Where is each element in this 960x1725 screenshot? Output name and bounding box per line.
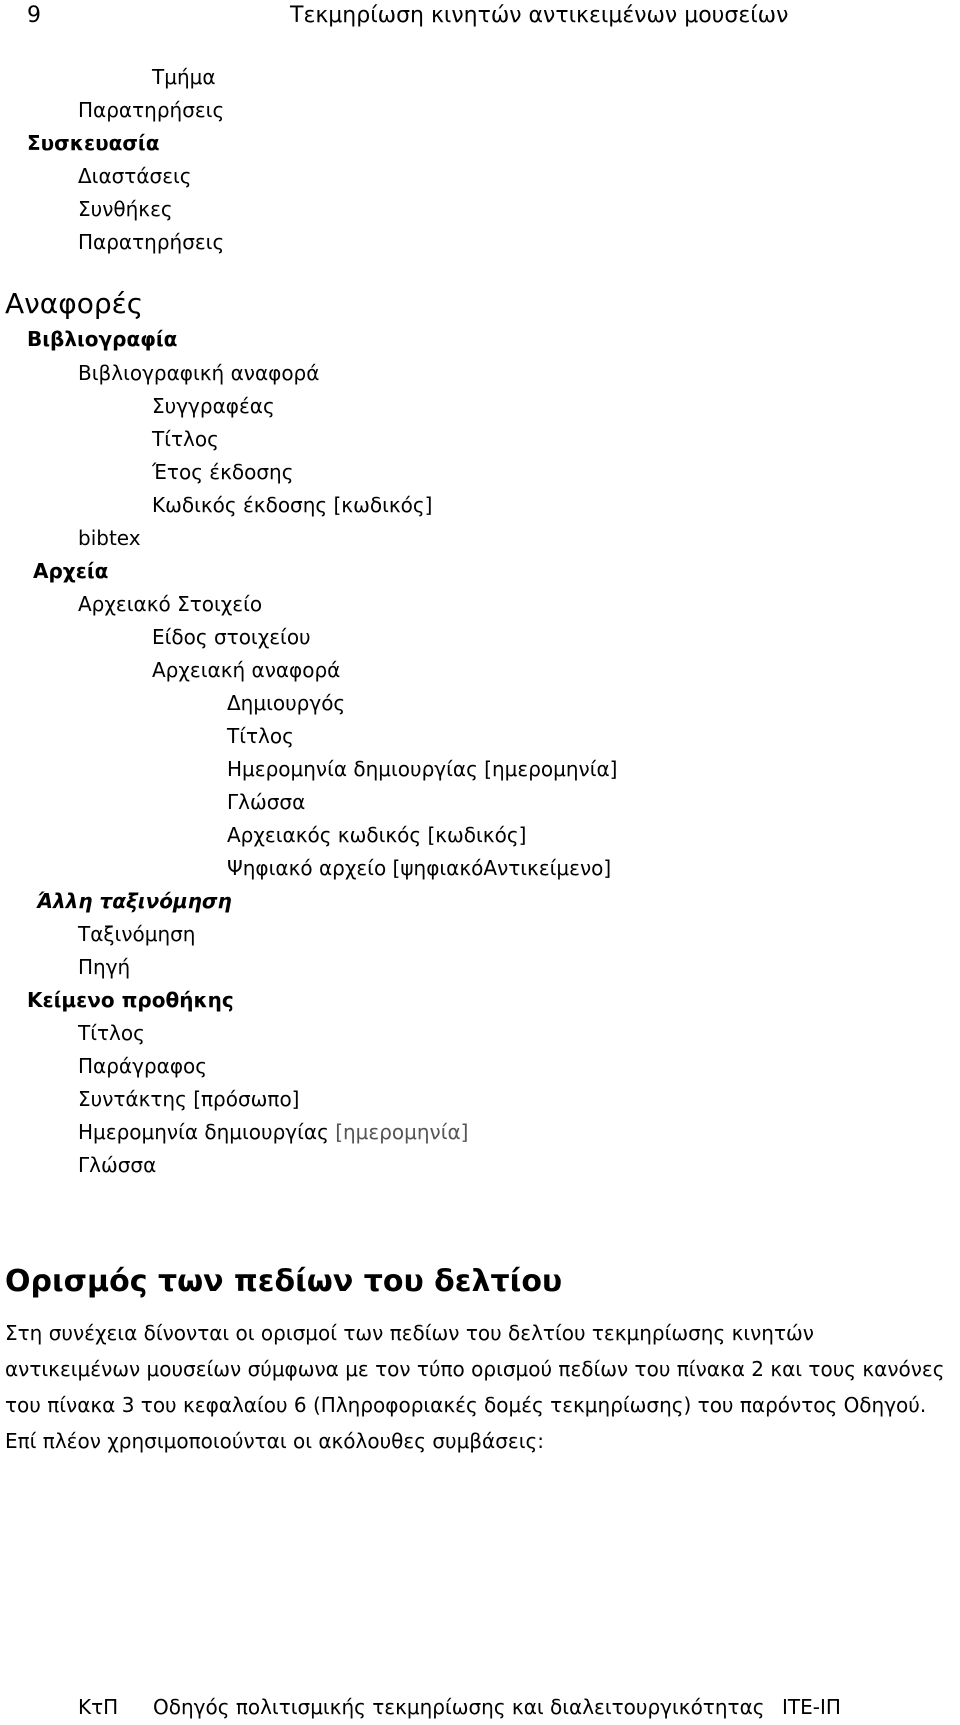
outline-item-alli-taxinomisi: Άλλη ταξινόμηση [37,889,232,913]
section-title-anafores: Αναφορές [5,287,144,320]
section-title-orismos: Ορισμός των πεδίων του δελτίου [5,1264,563,1299]
outline-item-pigi: Πηγή [78,955,131,979]
outline-item-imerominia-2 [78,1120,468,1144]
outline-item-titlos: Τίτλος [152,427,219,451]
footer-right: ΙΤΕ-ΙΠ [782,1695,841,1719]
footer-center: Οδηγός πολιτισμικής τεκμηρίωσης και διαλειτουργικότητας [153,1695,765,1719]
outline-item-syggrafeas: Συγγραφέας [152,394,275,418]
outline-item-glossa-2: Γλώσσα [78,1153,157,1177]
outline-item-tmima: Τμήμα [152,65,216,89]
outline-item-bibtex: bibtex [78,526,141,550]
footer-left: ΚτΠ [78,1695,119,1719]
outline-item-arxeia: Αρχεία [33,559,109,583]
outline-item-eidos-stoixeiou: Είδος στοιχείου [152,625,311,649]
outline-item-arxeiaki-anafora: Αρχειακή αναφορά [152,658,341,682]
outline-item-etos-ekdosis: Έτος έκδοσης [152,460,294,484]
outline-item-titlos-2: Τίτλος [227,724,294,748]
outline-item-paratiriseis: Παρατηρήσεις [78,98,225,122]
outline-item-synthikes: Συνθήκες [78,197,173,221]
outline-item-imerominia-2-type: [ημερομηνία] [335,1120,469,1144]
outline-item-taxinomisi: Ταξινόμηση [78,922,196,946]
outline-item-imerominia: Ημερομηνία δημιουργίας [ημερομηνία] [227,757,618,781]
outline-item-paratiriseis-2: Παρατηρήσεις [78,230,225,254]
outline-item-arxeiakos-kodikos: Αρχειακός κωδικός [κωδικός] [227,823,527,847]
outline-item-glossa: Γλώσσα [227,790,306,814]
body-paragraph: Στη συνέχεια δίνονται οι ορισμοί των πεδίων του δελτίου τεκμηρίωσης κινητών αντικειμένων μουσείων σύμφωνα με τον τύπο ορισμού πεδίων του πίνακα 2 και τους κανόνες του πίνακα 3 του κεφαλαίου 6 (Πληροφοριακές δομές τεκμηρίωσης) του παρόντος Οδηγού. Επί πλέον χρησιμοποιούνται οι ακόλουθες συμβάσεις: [5,1321,945,1453]
page-number: 9 [27,3,41,28]
outline-item-vivliografia: Βιβλιογραφία [27,327,178,351]
outline-item-arxeiako-stoixeio: Αρχειακό Στοιχείο [78,592,263,616]
outline-item-syskevasia: Συσκευασία [27,131,160,155]
outline-item-kodikos-ekdosis: Κωδικός έκδοσης [κωδικός] [152,493,433,517]
outline-item-psifiako-arxeio: Ψηφιακό αρχείο [ψηφιακόΑντικείμενο] [227,856,612,880]
running-title: Τεκμηρίωση κινητών αντικειμένων μουσείων [290,3,789,28]
outline-item-keimeno-prothikis: Κείμενο προθήκης [27,988,234,1012]
outline-item-vivliografiki-anafora: Βιβλιογραφική αναφορά [78,361,320,385]
outline-item-paragrafos: Παράγραφος [78,1054,207,1078]
outline-item-titlos-3: Τίτλος [78,1021,145,1045]
outline-item-syntaktis: Συντάκτης [πρόσωπο] [78,1087,300,1111]
outline-item-diastaseis: Διαστάσεις [78,164,192,188]
outline-item-dimiourgos: Δημιουργός [227,691,346,715]
outline-item-imerominia-2-label: Ημερομηνία δημιουργίας [78,1120,329,1144]
